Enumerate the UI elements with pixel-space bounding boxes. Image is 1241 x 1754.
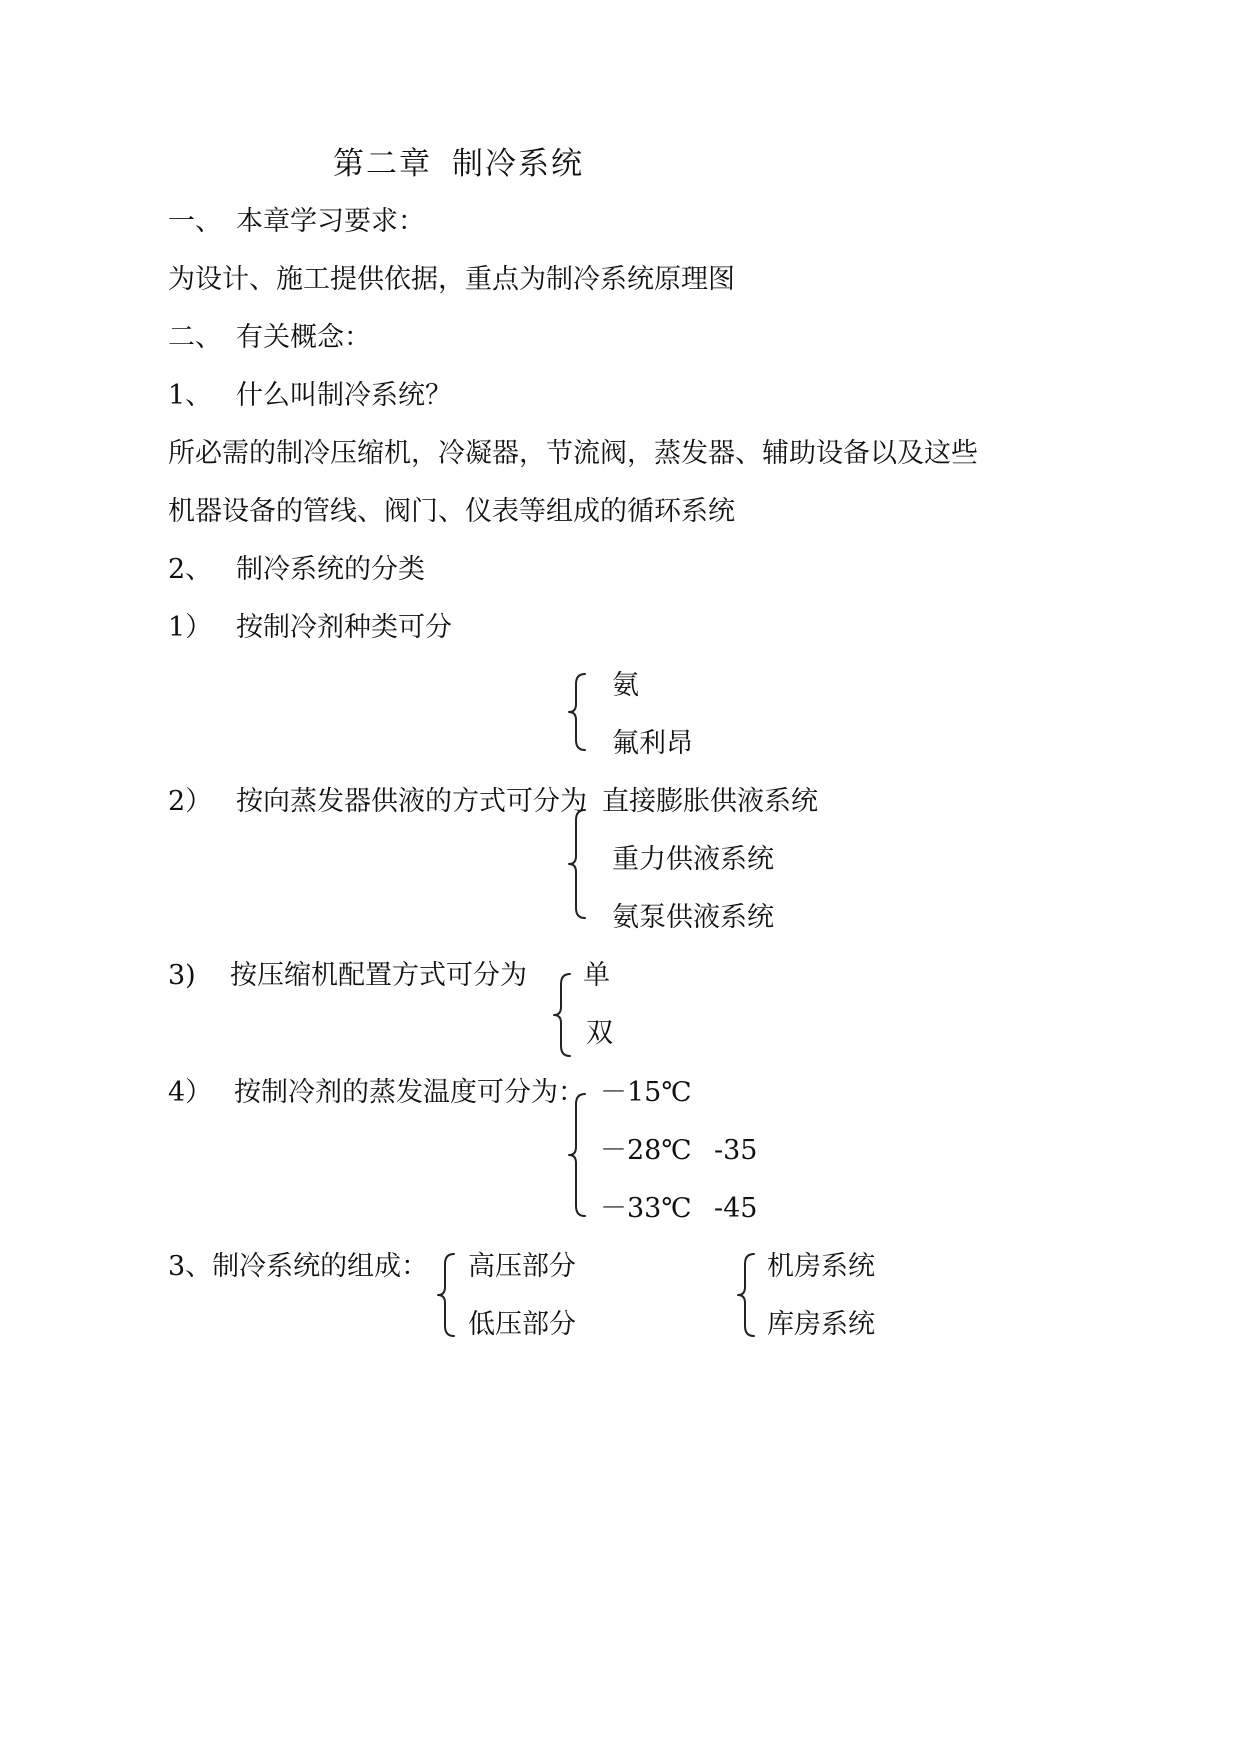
item-3-brace-1 xyxy=(434,1250,458,1340)
class-4-label: 按制冷剂的蒸发温度可分为： xyxy=(234,1077,585,1108)
section-2-heading: 有关概念： xyxy=(236,322,371,353)
class-2-option-1: 直接膨胀供液系统 xyxy=(602,786,818,817)
item-3-group-2-option-1: 机房系统 xyxy=(767,1251,875,1282)
class-3-number: 3) xyxy=(168,960,196,991)
class-2-brace xyxy=(565,806,589,922)
item-2-heading: 制冷系统的分类 xyxy=(236,554,425,585)
item-3-label: 3、制冷系统的组成： xyxy=(168,1251,429,1282)
item-3-brace-2 xyxy=(734,1250,758,1340)
class-4-number: 4） xyxy=(168,1077,213,1108)
class-4-extra-2: -45 xyxy=(714,1193,758,1224)
section-2-number: 二、 xyxy=(168,322,222,353)
class-4-option-3: －33℃ xyxy=(600,1193,692,1224)
item-3-group-2-option-2: 库房系统 xyxy=(767,1309,875,1340)
class-2-label: 按向蒸发器供液的方式可分为 xyxy=(236,786,587,817)
class-3-option-2: 双 xyxy=(586,1018,613,1049)
class-2-option-2: 重力供液系统 xyxy=(612,844,774,875)
class-3-option-1: 单 xyxy=(583,960,610,991)
item-3-group-1-option-1: 高压部分 xyxy=(468,1251,576,1282)
class-4-extra-1: -35 xyxy=(714,1135,758,1166)
class-1-option-2: 氟利昂 xyxy=(612,728,693,759)
class-1-option-1: 氨 xyxy=(612,670,639,701)
class-4-option-2: －28℃ xyxy=(600,1135,692,1166)
section-1-heading: 本章学习要求： xyxy=(236,206,425,237)
section-1-number: 一、 xyxy=(168,206,222,237)
class-2-option-3: 氨泵供液系统 xyxy=(612,902,774,933)
class-1-brace xyxy=(565,670,589,754)
class-3-brace xyxy=(550,970,574,1060)
section-1-body: 为设计、施工提供依据，重点为制冷系统原理图 xyxy=(168,264,735,295)
chapter-number: 第二章 xyxy=(333,146,432,182)
item-2-number: 2、 xyxy=(168,554,213,585)
item-1-answer-line-1: 所必需的制冷压缩机，冷凝器，节流阀，蒸发器、辅助设备以及这些 xyxy=(168,438,978,469)
item-1-question: 什么叫制冷系统？ xyxy=(236,380,452,411)
item-3-group-1-option-2: 低压部分 xyxy=(468,1309,576,1340)
chapter-title: 制冷系统 xyxy=(452,146,584,182)
class-2-number: 2） xyxy=(168,786,213,817)
class-4-brace xyxy=(565,1090,589,1220)
class-1-label: 按制冷剂种类可分 xyxy=(236,612,452,643)
class-3-label: 按压缩机配置方式可分为 xyxy=(230,960,527,991)
item-1-answer-line-2: 机器设备的管线、阀门、仪表等组成的循环系统 xyxy=(168,496,735,527)
item-1-number: 1、 xyxy=(168,380,213,411)
class-1-number: 1） xyxy=(168,612,213,643)
class-4-option-1: －15℃ xyxy=(600,1077,692,1108)
